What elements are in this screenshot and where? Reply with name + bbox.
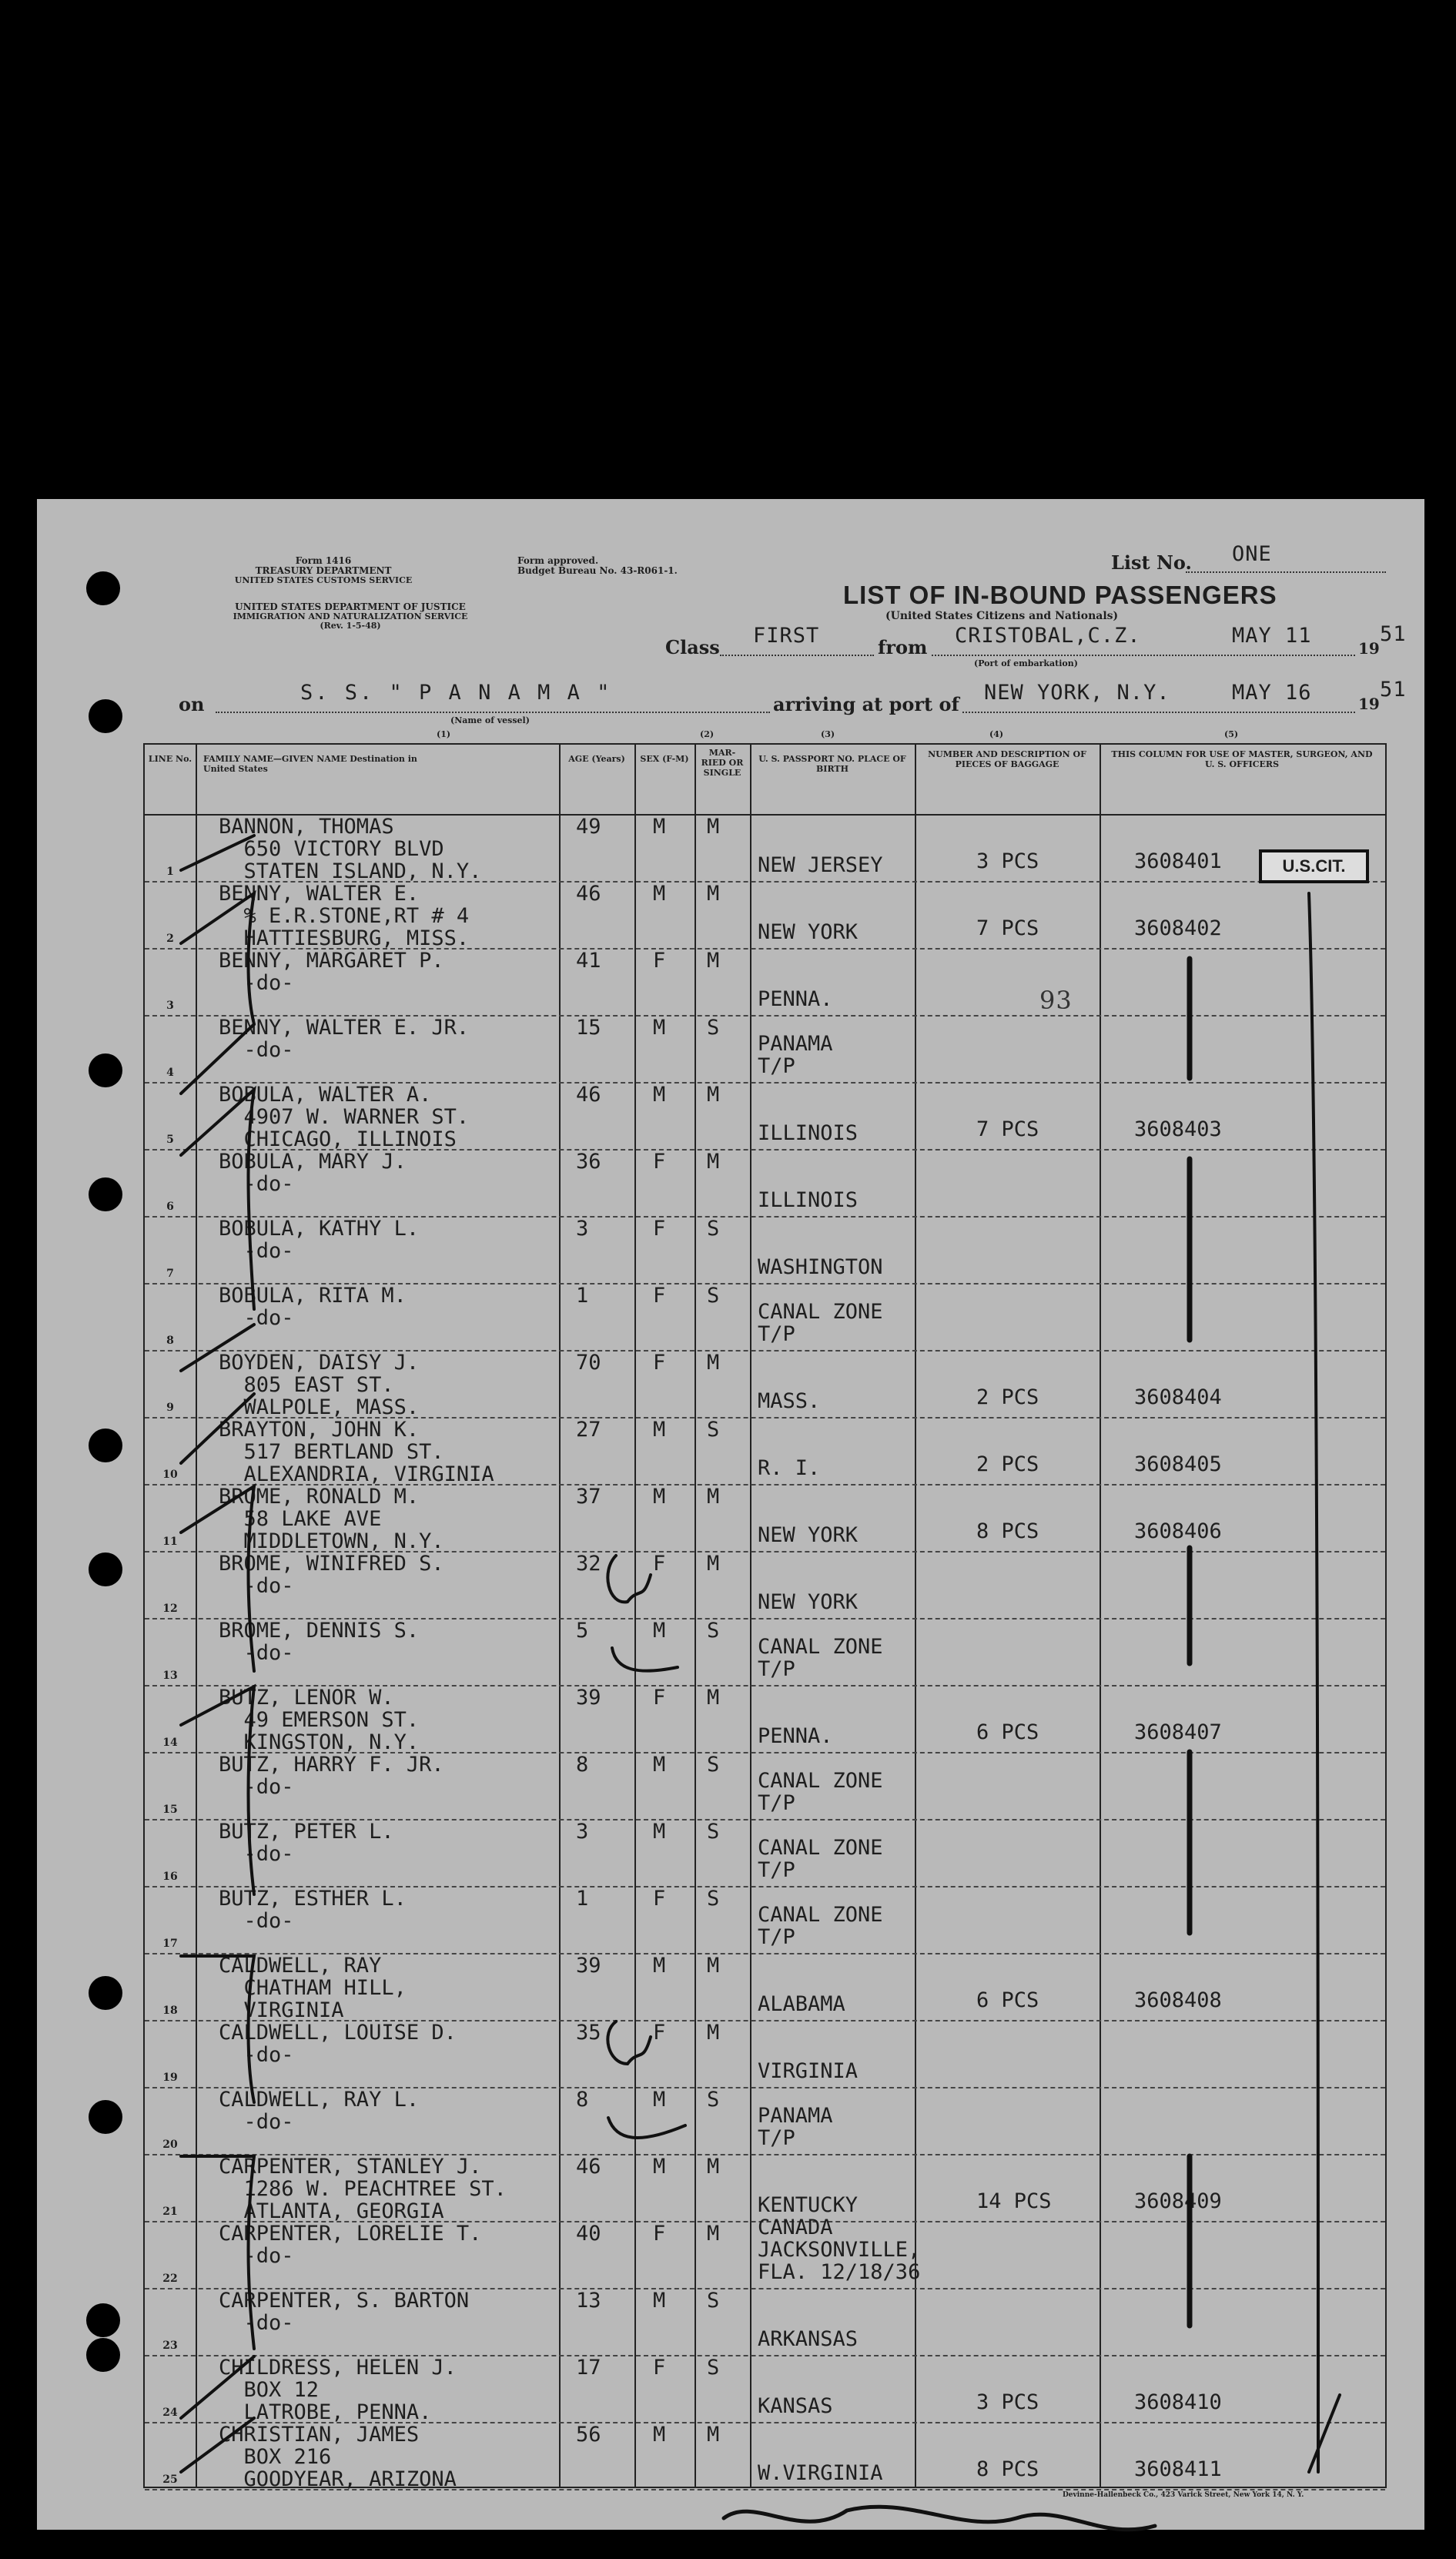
line-number: 23 [162,2340,178,2352]
line-number: 19 [162,2072,178,2084]
vessel-name: S. S. " P A N A M A " [300,681,612,705]
place-of-birth: PANAMA T/P [758,1032,833,1078]
arrival-year: 51 [1380,678,1407,702]
passenger-name: CARPENTER, S. BARTON -do- [219,2289,470,2335]
marital-status: M [707,1686,720,1710]
line-number: 21 [162,2206,178,2218]
header-officers: THIS COLUMN FOR USE OF MASTER, SURGEON, AND U. S. OFFICERS [1111,749,1373,769]
col-number-1: (1) [437,729,451,739]
approval-text: Form approved. [517,555,599,566]
col-number-3: (3) [821,729,835,739]
place-of-birth: ALABAMA [758,1992,845,2016]
vertical-check-line [1309,893,1318,2472]
passenger-sex: F [653,1686,666,1710]
class-label: Class [665,636,720,658]
marital-status: M [707,2155,720,2179]
passenger-sex: F [653,2356,666,2380]
passenger-name: BUTZ, LENOR W. 49 EMERSON ST. KINGSTON, N.Y. [219,1686,420,1754]
passenger-name: BOBULA, MARY J. -do- [219,1150,407,1196]
line-number: 22 [162,2273,178,2285]
passenger-name: CHILDRESS, HELEN J. BOX 12 LATROBE, PENNA. [219,2356,457,2424]
depart-year-prefix: 19 [1358,639,1380,658]
marital-status: S [707,1820,720,1844]
marital-status: S [707,1016,720,1040]
marital-status: S [707,1217,720,1241]
place-of-birth: VIRGINIA [758,2059,859,2083]
baggage-count: 8 PCS [976,2457,1039,2481]
marital-status: S [707,1418,720,1442]
class-value: FIRST [753,624,820,648]
passenger-age: 46 [576,2155,601,2179]
line-number: 1 [166,866,174,878]
passenger-name: BANNON, THOMAS 650 VICTORY BLVD STATEN ISLAND, N.Y. [219,815,482,883]
line-number: 10 [162,1469,178,1481]
depart-year: 51 [1380,622,1407,646]
passenger-age: 3 [576,1820,589,1844]
line-mark [181,1024,254,1094]
passenger-age: 56 [576,2423,601,2447]
passenger-sex: F [653,1150,666,1174]
bracket-mark [181,1090,254,1309]
marital-status: M [707,1351,720,1375]
header-married: MAR- RIED OR SINGLE [701,748,744,778]
budget-text: Budget Bureau No. 43-R061-1. [517,565,678,576]
passenger-age: 32 [576,1552,601,1576]
department: TREASURY DEPARTMENT [255,565,392,576]
marital-status: M [707,2021,720,2045]
passenger-sex: F [653,1284,666,1308]
initial-mark [608,2118,685,2138]
passenger-sex: M [653,2289,666,2313]
line-number: 7 [166,1268,174,1280]
passport-number: 3608407 [1134,1720,1222,1744]
baggage-count: 7 PCS [976,916,1039,940]
passenger-name: BROME, RONALD M. 58 LAKE AVE MIDDLETOWN, N.Y. [219,1485,444,1553]
passport-number: 3608405 [1134,1452,1222,1476]
marital-status: S [707,2289,720,2313]
baggage-count: 3 PCS [976,2390,1039,2414]
passenger-name: BOBULA, RITA M. -do- [219,1284,407,1330]
passport-number: 3608402 [1134,916,1222,940]
line-number: 3 [166,1000,174,1012]
passenger-sex: M [653,1083,666,1107]
marital-status: M [707,1954,720,1978]
passenger-age: 8 [576,2088,589,2112]
marital-status: S [707,2356,720,2380]
passport-number: 3608406 [1134,1519,1222,1543]
passenger-age: 41 [576,949,601,973]
line-number: 11 [162,1536,178,1548]
passenger-name: BUTZ, HARRY F. JR. -do- [219,1753,444,1799]
baggage-note: 93 [1039,986,1073,1015]
line-number: 18 [162,2005,178,2017]
place-of-birth: CANAL ZONE T/P [758,1836,883,1882]
place-of-birth: PENNA. [758,1724,833,1748]
line-number: 13 [162,1670,178,1682]
passenger-age: 39 [576,1686,601,1710]
passport-number: 3608410 [1134,2390,1222,2414]
header-baggage: NUMBER AND DESCRIPTION OF PIECES OF BAGGAGE [928,749,1086,769]
marital-status: M [707,882,720,906]
passenger-sex: M [653,1418,666,1442]
passenger-name: BROME, DENNIS S. -do- [219,1619,420,1665]
bracket-mark [181,1956,254,2102]
line-number: 24 [162,2407,178,2419]
port-embark-caption: (Port of embarkation) [974,658,1078,668]
ins-service: IMMIGRATION AND NATURALIZATION SERVICE [233,611,468,621]
list-no-label: List No. [1111,551,1192,574]
marital-status: M [707,1485,720,1509]
passenger-sex: M [653,1954,666,1978]
marital-status: M [707,1552,720,1576]
marital-status: S [707,1887,720,1911]
passport-number: 3608408 [1134,1988,1222,2012]
check-mark [1309,2395,1340,2472]
place-of-birth: NEW YORK [758,1590,859,1614]
place-of-birth: NEW YORK [758,920,859,944]
bracket-mark [181,1686,254,1894]
passenger-age: 46 [576,1083,601,1107]
passenger-sex: F [653,949,666,973]
line-number: 12 [162,1603,178,1615]
arrival-port: NEW YORK, N.Y. [984,681,1170,705]
line-number: 9 [166,1402,174,1414]
line-number: 25 [162,2474,178,2486]
printer-footer: Devinne-Hallenbeck Co., 423 Varick Street, New York 14, N. Y. [1063,2491,1304,2499]
line-mark [181,1325,254,1371]
baggage-count: 2 PCS [976,1385,1039,1409]
place-of-birth: W.VIRGINIA [758,2461,883,2485]
place-of-birth: NEW JERSEY [758,853,883,877]
passenger-name: BOYDEN, DAISY J. 805 EAST ST. WALPOLE, MASS. [219,1351,420,1419]
passenger-name: BRAYTON, JOHN K. 517 BERTLAND ST. ALEXANDRIA, VIRGINIA [219,1418,494,1486]
place-of-birth: ILLINOIS [758,1188,859,1212]
baggage-count: 6 PCS [976,1720,1039,1744]
col-number-4: (4) [989,729,1004,739]
passenger-age: 35 [576,2021,601,2045]
rev-date: (Rev. 1-5-48) [320,621,381,631]
passenger-age: 49 [576,815,601,839]
marital-status: M [707,1150,720,1174]
line-number: 20 [162,2139,178,2151]
passenger-sex: M [653,1619,666,1643]
on-label: on [179,693,205,715]
line-number: 8 [166,1335,174,1347]
passenger-sex: F [653,1552,666,1576]
baggage-count: 2 PCS [976,1452,1039,1476]
place-of-birth: CANAL ZONE T/P [758,1769,883,1815]
passenger-sex: M [653,2155,666,2179]
passport-number: 3608411 [1134,2457,1222,2481]
col-number-5: (5) [1224,729,1239,739]
place-of-birth: PANAMA T/P [758,2104,833,2150]
header-passport: U. S. PASSPORT NO. PLACE OF BIRTH [758,754,906,774]
service: UNITED STATES CUSTOMS SERVICE [234,575,413,585]
passenger-sex: M [653,1753,666,1777]
baggage-count: 7 PCS [976,1117,1039,1141]
passenger-sex: M [653,1485,666,1509]
passport-number: 3608404 [1134,1385,1222,1409]
passenger-name: CALDWELL, RAY L. -do- [219,2088,420,2134]
header-name: FAMILY NAME—GIVEN NAME Destination in United States [203,754,417,774]
place-of-birth: WASHINGTON [758,1255,883,1279]
inspector-signature [724,2507,1155,2530]
bracket-mark [181,2156,254,2349]
place-of-birth: KENTUCKY [758,2193,859,2217]
line-number: 16 [162,1871,178,1883]
passenger-age: 40 [576,2222,601,2246]
passport-number: 3608409 [1134,2189,1222,2213]
passenger-sex: M [653,815,666,839]
line-mark [181,836,254,870]
passenger-name: BOBULA, KATHY L. -do- [219,1217,420,1263]
header-sex: SEX (F-M) [640,754,689,764]
passenger-age: 1 [576,1284,589,1308]
marital-status: M [707,815,720,839]
passenger-name: BENNY, WALTER E. % E.R.STONE,RT # 4 HATTIESBURG, MISS. [219,882,470,950]
arriving-label: arriving at port of [773,693,959,715]
passenger-age: 70 [576,1351,601,1375]
baggage-count: 6 PCS [976,1988,1039,2012]
marital-status: S [707,1284,720,1308]
marital-status: S [707,1619,720,1643]
marital-status: M [707,2423,720,2447]
place-of-birth: KANSAS [758,2394,833,2418]
place-of-birth: NEW YORK [758,1523,859,1547]
depart-date: MAY 11 [1232,624,1312,648]
marital-status: S [707,1753,720,1777]
marital-status: M [707,949,720,973]
line-number: 17 [162,1938,178,1950]
header-age: AGE (Years) [568,754,625,764]
passenger-sex: F [653,2222,666,2246]
baggage-count: 14 PCS [976,2189,1052,2213]
passenger-age: 3 [576,1217,589,1241]
form-number: Form 1416 [295,555,352,566]
vessel-caption: (Name of vessel) [450,715,530,725]
place-of-birth: PENNA. [758,987,833,1011]
passenger-name: CHRISTIAN, JAMES BOX 216 GOODYEAR, ARIZONA [219,2423,457,2491]
passenger-age: 8 [576,1753,589,1777]
passenger-age: 15 [576,1016,601,1040]
line-number: 4 [166,1067,174,1079]
passenger-sex: F [653,1351,666,1375]
line-mark [181,1394,254,1463]
passenger-age: 39 [576,1954,601,1978]
marital-status: M [707,1083,720,1107]
passport-number: 3608403 [1134,1117,1222,1141]
initial-mark [608,2021,651,2064]
arrival-year-prefix: 19 [1358,695,1380,713]
passenger-age: 37 [576,1485,601,1509]
bracket-mark [181,893,254,1024]
passenger-name: BENNY, WALTER E. JR. -do- [219,1016,470,1062]
passenger-age: 13 [576,2289,601,2313]
arrival-date: MAY 16 [1232,681,1312,705]
page-subtitle: (United States Citizens and Nationals) [885,610,1119,622]
passenger-name: BENNY, MARGARET P. -do- [219,949,444,995]
marital-status: S [707,2088,720,2112]
passenger-age: 27 [576,1418,601,1442]
line-number: 6 [166,1201,174,1213]
passenger-age: 46 [576,882,601,906]
line-number: 15 [162,1804,178,1816]
marital-status: M [707,2222,720,2246]
passenger-name: CALDWELL, LOUISE D. -do- [219,2021,457,2067]
from-label: from [878,636,928,658]
passenger-sex: M [653,882,666,906]
passenger-age: 17 [576,2356,601,2380]
passenger-sex: F [653,2021,666,2045]
place-of-birth: CANAL ZONE T/P [758,1300,883,1346]
place-of-birth: CANAL ZONE T/P [758,1635,883,1681]
baggage-count: 3 PCS [976,849,1039,873]
passenger-sex: M [653,2088,666,2112]
line-mark [181,2418,254,2472]
passenger-name: BOBULA, WALTER A. 4907 W. WARNER ST. CHICAGO, ILLINOIS [219,1083,470,1151]
passenger-sex: F [653,1217,666,1241]
initial-mark [612,1648,678,1671]
passenger-age: 5 [576,1619,589,1643]
place-of-birth: CANADA JACKSONVILLE, FLA. 12/18/36 [758,2216,921,2284]
passenger-name: CARPENTER, STANLEY J. 1286 W. PEACHTREE ST. ATLANTA, GEORGIA [219,2155,507,2223]
initial-mark [608,1556,651,1602]
place-of-birth: R. I. [758,1456,821,1480]
place-of-birth: CANAL ZONE T/P [758,1903,883,1949]
passenger-name: CARPENTER, LORELIE T. -do- [219,2222,482,2268]
line-number: 5 [166,1134,174,1146]
place-of-birth: MASS. [758,1389,821,1413]
col-number-2: (2) [700,729,715,739]
passenger-name: CALDWELL, RAY CHATHAM HILL, VIRGINIA [219,1954,407,2022]
page-title: LIST OF IN-BOUND PASSENGERS [843,581,1277,609]
header-line: LINE No. [148,754,192,764]
passport-number: 3608401 [1134,849,1222,873]
passenger-name: BUTZ, ESTHER L. -do- [219,1887,407,1933]
line-number: 2 [166,933,174,945]
from-value: CRISTOBAL,C.Z. [955,624,1141,648]
passenger-sex: M [653,1820,666,1844]
passenger-name: BROME, WINIFRED S. -do- [219,1552,444,1598]
baggage-count: 8 PCS [976,1519,1039,1543]
place-of-birth: ILLINOIS [758,1121,859,1145]
us-citizen-stamp: U.S.CIT. [1259,849,1369,883]
passenger-name: BUTZ, PETER L. -do- [219,1820,394,1866]
passenger-age: 36 [576,1150,601,1174]
passenger-age: 1 [576,1887,589,1911]
place-of-birth: ARKANSAS [758,2327,859,2351]
line-mark [181,2356,254,2418]
justice-dept: UNITED STATES DEPARTMENT OF JUSTICE [235,601,466,612]
passenger-sex: M [653,2423,666,2447]
line-number: 14 [162,1737,178,1749]
passenger-sex: M [653,1016,666,1040]
bracket-mark [181,1486,254,1671]
list-no-value: ONE [1232,542,1272,566]
passenger-sex: F [653,1887,666,1911]
